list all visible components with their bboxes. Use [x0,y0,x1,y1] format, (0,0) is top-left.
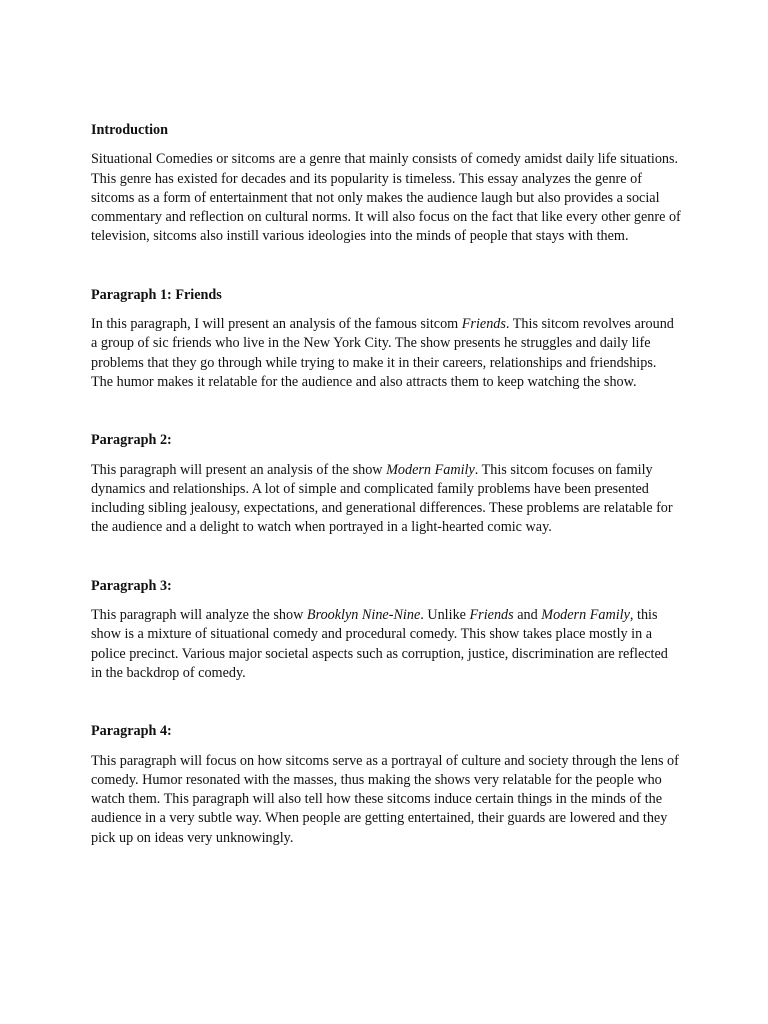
body-text: . This sitcom focuses on family dynamics and relationships. A lot of simple and complicated family problems have been presented including sibling jealousy, expectations, and generational differences. These problems are relatable for the audience and a delight to watch when portrayed in a light-hearted comic way. [91,461,673,536]
section-heading-introduction: Introduction [91,122,168,138]
section-body-paragraph-3 [91,606,681,683]
body-text: . Unlike [420,607,470,624]
show-title-friends: Friends [461,316,506,333]
section-heading-paragraph-1: Paragraph 1: Friends [91,286,222,303]
body-text: This paragraph will analyze the show [91,607,307,624]
body-text: , this show is a mixture of situational comedy and procedural comedy. This show takes place mostly in a police precinct. Various major societal aspects such as corruption, justice, discrimination are reflected in the backdrop of comedy. [91,607,668,681]
body-text: and [513,607,542,624]
section-body-paragraph-1 [91,315,681,392]
body-text: . This sitcom revolves around a group of sic friends who live in the New York City. The show presents he struggles and daily life problems that they go through while trying to make it in their careers, relationships and friendships. The humor makes it relatable for the audience and also attracts them to keep watching the show. [91,316,674,390]
show-title-brooklyn-nine-nine: Brooklyn Nine-Nine [306,607,421,624]
section-body-introduction: Situational Comedies or sitcoms are a genre that mainly consists of comedy amidst daily life situations. This genre has existed for decades and its popularity is timeless. This essay analyzes the genre of sitcoms as a form of entertainment that not only makes the audience laugh but also provides a social commentary and reflection on cultural norms. It will also focus on the fact that like every other genre of television, sitcoms also instill various ideologies into the minds of people that stays with them. [91,151,681,245]
section-paragraph-1 [91,286,681,392]
section-spacer [91,538,681,577]
section-spacer [91,683,681,722]
section-paragraph-4 [91,722,681,848]
section-introduction [91,121,681,247]
section-body-paragraph-2 [91,461,681,538]
show-title-friends: Friends [469,607,514,624]
show-title-modern-family: Modern Family [541,607,630,624]
document-body [91,121,681,848]
section-paragraph-2 [91,431,681,537]
body-text: In this paragraph, I will present an analysis of the famous sitcom [91,316,462,333]
section-heading-paragraph-2: Paragraph 2: [91,432,172,449]
section-body-paragraph-4: This paragraph will focus on how sitcoms serve as a portrayal of culture and society through the lens of comedy. Humor resonated with the masses, thus making the shows very relatable for the people who watch them. This paragraph will also tell how these sitcoms induce certain things in the minds of the audience in a very subtle way. When people are getting entertained, their guards are lowered and they pick up on ideas very unknowingly. [91,752,679,846]
section-spacer [91,247,681,286]
section-paragraph-3 [91,577,681,683]
section-heading-paragraph-3: Paragraph 3: [91,577,172,594]
section-heading-paragraph-4: Paragraph 4: [91,723,172,740]
body-text: This paragraph will present an analysis of the show [91,461,387,478]
section-spacer [91,392,681,431]
show-title-modern-family: Modern Family [386,461,475,478]
